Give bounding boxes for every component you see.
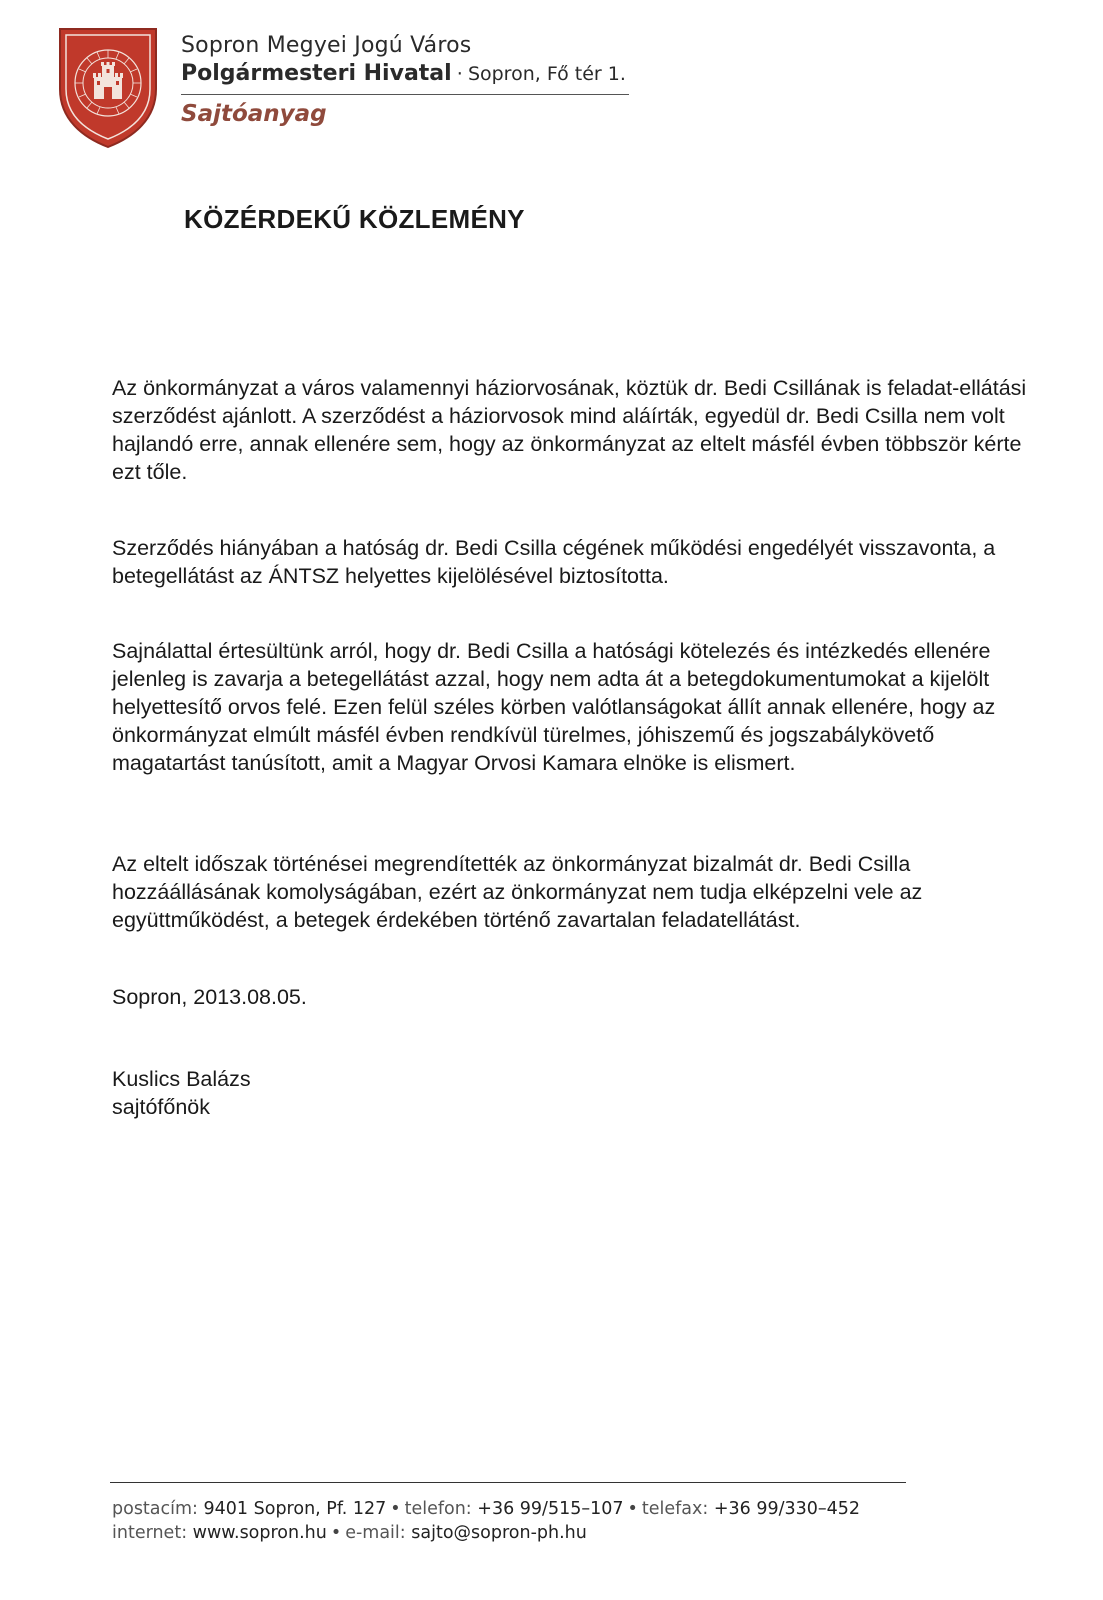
email-link[interactable]: sajto@sopron-ph.hu <box>411 1523 587 1543</box>
fax-number: +36 99/330–452 <box>713 1499 861 1519</box>
paragraph-4: Az eltelt időszak történései megrendítették az önkormányzat bizalmát dr. Bedi Csilla hozzáállásának komolyságában, ezért az önkormányzat nem tudja elképzelni vele az együttműködést, a betegek érdekében történő zavartalan feladatellátást. <box>112 852 923 932</box>
place-and-date: Sopron, 2013.08.05. <box>112 985 307 1009</box>
signatory-name: Kuslics Balázs <box>112 1067 251 1091</box>
bullet-separator: • <box>330 1523 342 1543</box>
footer-line-1 <box>112 1497 860 1521</box>
postal-label: postacím: <box>112 1499 198 1519</box>
postal-address: 9401 Sopron, Pf. 127 <box>203 1499 387 1519</box>
city-name: Sopron Megyei Jogú Város <box>181 33 472 58</box>
press-release-tag: Sajtóanyag <box>181 101 327 127</box>
document-title: KÖZÉRDEKŰ KÖZLEMÉNY <box>184 204 525 234</box>
letterhead-divider <box>181 94 629 95</box>
bullet-separator: • <box>627 1499 638 1519</box>
signature-block <box>112 1065 251 1121</box>
footer-divider <box>110 1482 906 1483</box>
office-address: Sopron, Fő tér 1. <box>467 63 626 85</box>
internet-label: internet: <box>112 1523 188 1543</box>
paragraph-2: Szerződés hiányában a hatóság dr. Bedi Csilla cégének működési engedélyét visszavonta, a betegellátást az ÁNTSZ helyettes kijelölésével biztosította. <box>112 536 996 588</box>
office-line <box>181 59 629 90</box>
paragraph-1: Az önkormányzat a város valamennyi háziorvosának, köztük dr. Bedi Csillának is feladat-ellátási szerződést ajánlott. A szerződést a háziorvosok mind aláírták, egyedül dr. Bedi Csilla nem volt hajlandó erre, annak ellenére sem, hogy az önkormányzat az eltelt másfél évben többször kérte ezt tőle. <box>112 376 1027 484</box>
footer-line-2 <box>112 1521 860 1545</box>
letterhead <box>181 33 629 127</box>
sopron-coat-of-arms-icon <box>58 27 158 149</box>
bullet-separator: • <box>390 1499 401 1519</box>
paragraph-3: Sajnálattal értesültünk arról, hogy dr. Bedi Csilla a hatósági kötelezés és intézkedés ellenére jelenleg is zavarja a betegellátást azzal, hogy nem adta át a betegdokumentumokat a kijelölt helyettesítő orvos felé. Ezen felül széles körben valótlanságokat állít annak ellenére, hogy az önkormányzat elmúlt másfél évben rendkívül türelmes, jóhiszemű és jogszabálykövető magatartást tanúsított, amit a Magyar Orvosi Kamara elnöke is elismert. <box>112 639 996 775</box>
phone-number[interactable]: +36 99/515–107 <box>477 1499 624 1519</box>
signatory-role: sajtófőnök <box>112 1095 211 1119</box>
footer-contact <box>112 1497 860 1545</box>
phone-label: telefon: <box>404 1499 472 1519</box>
website-link[interactable]: www.sopron.hu <box>192 1523 327 1543</box>
office-name: Polgármesteri Hivatal <box>181 61 452 86</box>
fax-label: telefax: <box>641 1499 709 1519</box>
separator-dot: · <box>456 63 463 85</box>
email-label: e-mail: <box>345 1523 406 1543</box>
